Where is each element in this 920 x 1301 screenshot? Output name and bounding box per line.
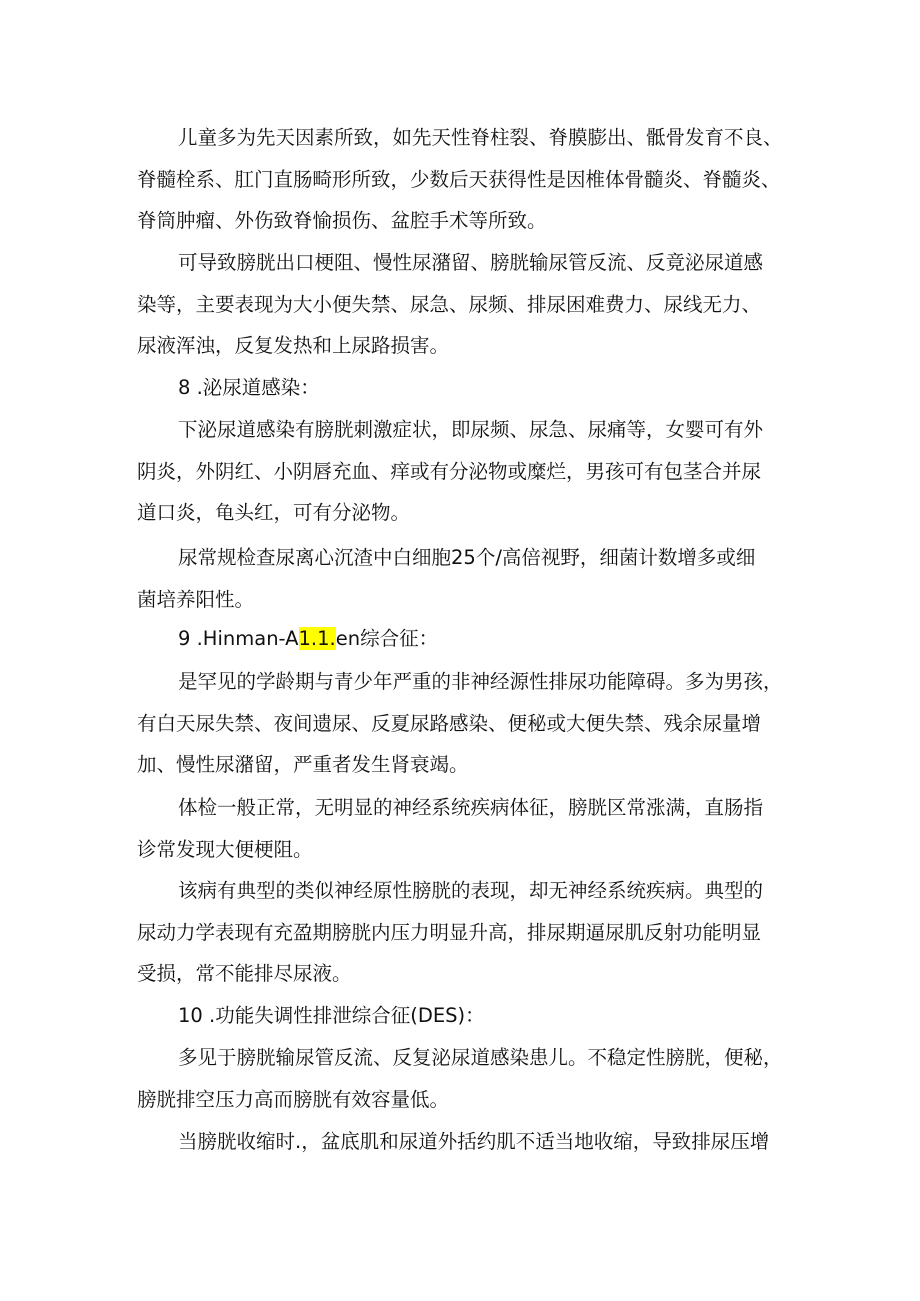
text-line: 有白天尿失禁、夜间遗尿、反夏尿路感染、便秘或大便失禁、残余尿量增 — [137, 711, 762, 735]
section-heading-10: 10 .功能失调性排泄综合征(DES)： — [178, 1004, 485, 1027]
text-line: 多见于膀胱输尿管反流、反复泌尿道感染患儿。不稳定性膀胱，便秘， — [178, 1046, 783, 1069]
paragraph-uti-symptoms — [137, 409, 797, 534]
paragraph-complications — [137, 242, 797, 367]
paragraph-congenital-causes — [137, 117, 797, 242]
text-line: 下泌尿道感染有膀胱刺激症状，即尿频、尿急、尿痛等，女婴可有外 — [178, 418, 764, 441]
text-line: 道口炎，龟头红，可有分泌物。 — [137, 501, 411, 525]
text-line: 菌培养阳性。 — [137, 587, 255, 611]
heading-text: en综合征： — [335, 627, 439, 650]
text-line: 阴炎，外阴红、小阴唇充血、痒或有分泌物或糜烂，男孩可有包茎合并尿 — [137, 459, 762, 483]
highlighted-text: 1.1. — [298, 627, 336, 650]
text-line: 可导致膀胱出口梗阻、慢性尿潴留、膀胱输尿管反流、反竟泌尿道感 — [178, 251, 764, 274]
text-line: 儿童多为先天因素所致，如先天性脊柱裂、脊膜膨出、骶骨发育不良、 — [178, 126, 783, 149]
text-line: 尿动力学表现有充盈期膀胱内压力明显升高，排尿期逼尿肌反射功能明显 — [137, 920, 762, 944]
text-line: 是罕见的学龄期与青少年严重的非神经源性排尿功能障碍。多为男孩， — [178, 670, 783, 693]
text-line: 染等，主要表现为大小便失禁、尿急、尿频、排尿困难费力、尿线无力、 — [137, 292, 762, 316]
text-line: 当膀胱收缩时.，盆底肌和尿道外括约肌不适当地收缩，导致排尿压增 — [178, 1130, 770, 1153]
section-heading-9 — [178, 618, 438, 660]
paragraph-hinman-description — [137, 661, 797, 786]
text-line: 膀胱排空压力高而膀胱有效容量低。 — [137, 1087, 450, 1111]
text-line: 该病有典型的类似神经原性膀胱的表现，却无神经系统疾病。典型的 — [178, 879, 764, 902]
text-line: 受损，常不能排尽尿液。 — [137, 962, 352, 986]
paragraph-bladder-contraction — [137, 1121, 797, 1163]
paragraph-physical-exam — [137, 787, 797, 870]
text-line: 尿常规检查尿离心沉渣中白细胞25个/高倍视野，细菌计数增多或细 — [178, 546, 756, 569]
text-line: 脊髓栓系、肛门直肠畸形所致，少数后天获得性是因椎体骨髓炎、脊髓炎、 — [137, 167, 781, 191]
text-line: 加、慢性尿潴留，严重者发生肾衰竭。 — [137, 753, 469, 777]
text-line: 体检一般正常，无明显的神经系统疾病体征，膀胱区常涨满，直肠指 — [178, 796, 764, 819]
paragraph-urodynamics — [137, 870, 797, 995]
paragraph-urinalysis — [137, 537, 797, 620]
text-line: 诊常发现大便梗阻。 — [137, 837, 313, 861]
section-heading-8: 8 .泌尿道感染： — [178, 376, 320, 399]
text-line: 脊筒肿瘤、外伤致脊愉损伤、盆腔手术等所致。 — [137, 209, 547, 233]
heading-text: 9 .Hinman-A — [178, 627, 299, 650]
text-line: 尿液浑浊，反复发热和上尿路损害。 — [137, 334, 450, 358]
paragraph-des-description — [137, 1037, 797, 1120]
